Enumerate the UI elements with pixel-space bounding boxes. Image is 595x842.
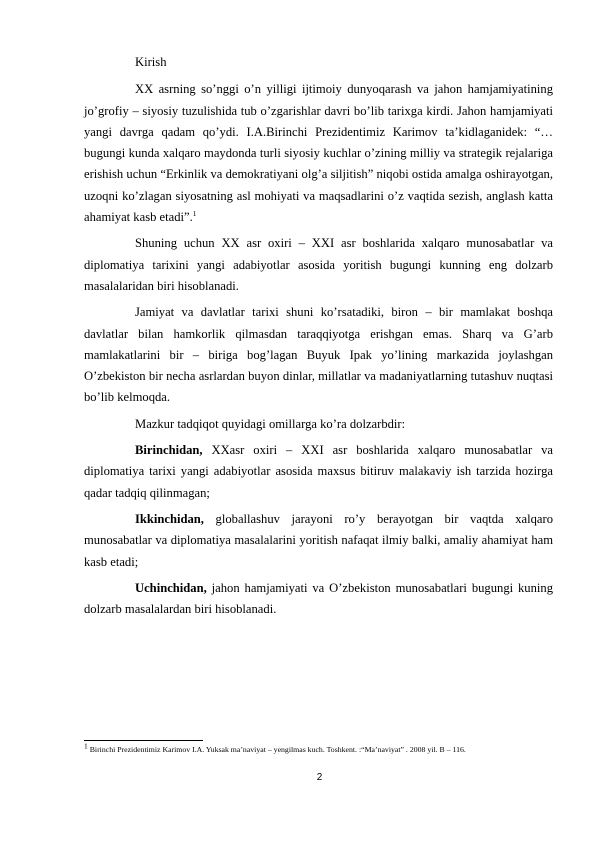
page-number: 2 [316,772,323,783]
paragraph-4 [84,414,553,435]
paragraph-7 [84,578,553,621]
paragraph-text: jahon hamjamiyati va O’zbekiston munosabatlari bugungi kuning dolzarb masalalardan biri hisoblanadi. [84,580,553,617]
footnote-reference[interactable]: 1 [192,208,197,218]
paragraph-1 [84,79,553,228]
paragraph-text: XX asrning so’nggi o’n yilligi ijtimoiy dunyoqarash va jahon hamjamiyatining jo’grofiy – siyosiy tuzulishida tub o’zgarishlar davri bo’lib tarixga kirdi. Jahon hamjamiyati yangi davrga qadam qo’ydi. I.A.Birinchi Prezidentimiz Karimov ta’kidlaganidek: “…bugungi kunda xalqaro maydonda turli siyosiy kuchlar o’zining milliy va strategik rejalariga erishish uchun “Erkinlik va demokratiyani olg’a siljitish” niqobi ostida amalga oshirayotgan, uzoqni ko’zlagan siyosatning asl mohiyati va maqsadlarini o’z vaqtida sezish, anglash katta ahamiyat kasb etadi”. [84,82,553,225]
footnote-divider [84,740,203,741]
paragraph-text: globallashuv jarayoni ro’y berayotgan bir vaqtda xalqaro munosabatlar va diplomatiya masalalarini yoritish nafaqat ilmiy balki, amaliy ahamiyat ham kasb etadi; [84,511,553,569]
paragraph-lead: Ikkinchidan, [135,511,204,526]
paragraph-6 [84,509,553,573]
paragraph-2 [84,233,553,297]
paragraph-lead: Birinchidan, [135,443,203,458]
paragraph-text: XXasr oxiri – XXI asr boshlarida xalqaro munosabatlar va diplomatiya tarixi yangi adabiyotlar asosida maxsus bitiruv malakaviy ish tarzida hozirga qadar tadqiq qilinmagan; [84,443,553,500]
footnote-marker: 1 [84,741,88,751]
footnote [84,741,554,755]
paragraph-text: Jamiyat va davlatlar tarixi shuni ko’rsatadiki, biron – bir mamlakat boshqa davlatlar bilan hamkorlik qilmasdan taraqqiyotga erishgan emas. Sharq va G’arb mamlakatlarini bir – biriga bog’lagan Buyuk Ipak yo’lining markazida joylashgan O’zbekiston bir necha asrlardan buyon dinlar, millatlar va madaniyatlarning tutashuv nuqtasi bo’lib kelmoqda. [84,305,553,405]
paragraph-text: Shuning uchun XX asr oxiri – XXI asr boshlarida xalqaro munosabatlar va diplomatiya tarixini yangi adabiyotlar asosida yoritish bugungi kunning eng dolzarb masalalaridan biri hisoblanadi. [84,236,553,293]
paragraph-text: Mazkur tadqiqot quyidagi omillarga ko’ra dolzarbdir: [135,416,406,431]
paragraph-lead: Uchinchidan, [135,580,207,595]
paragraph-5 [84,440,553,504]
paragraph-3 [84,302,553,408]
document-body [84,52,553,625]
footnote-text: Birinchi Prezidentimiz Karimov I.A. Yuksak ma’naviyat – yengilmas kuch. Toshkent. :“Ma’naviyat” . 2008 yil. B – 116. [87,745,466,754]
section-heading: Kirish [135,55,167,69]
